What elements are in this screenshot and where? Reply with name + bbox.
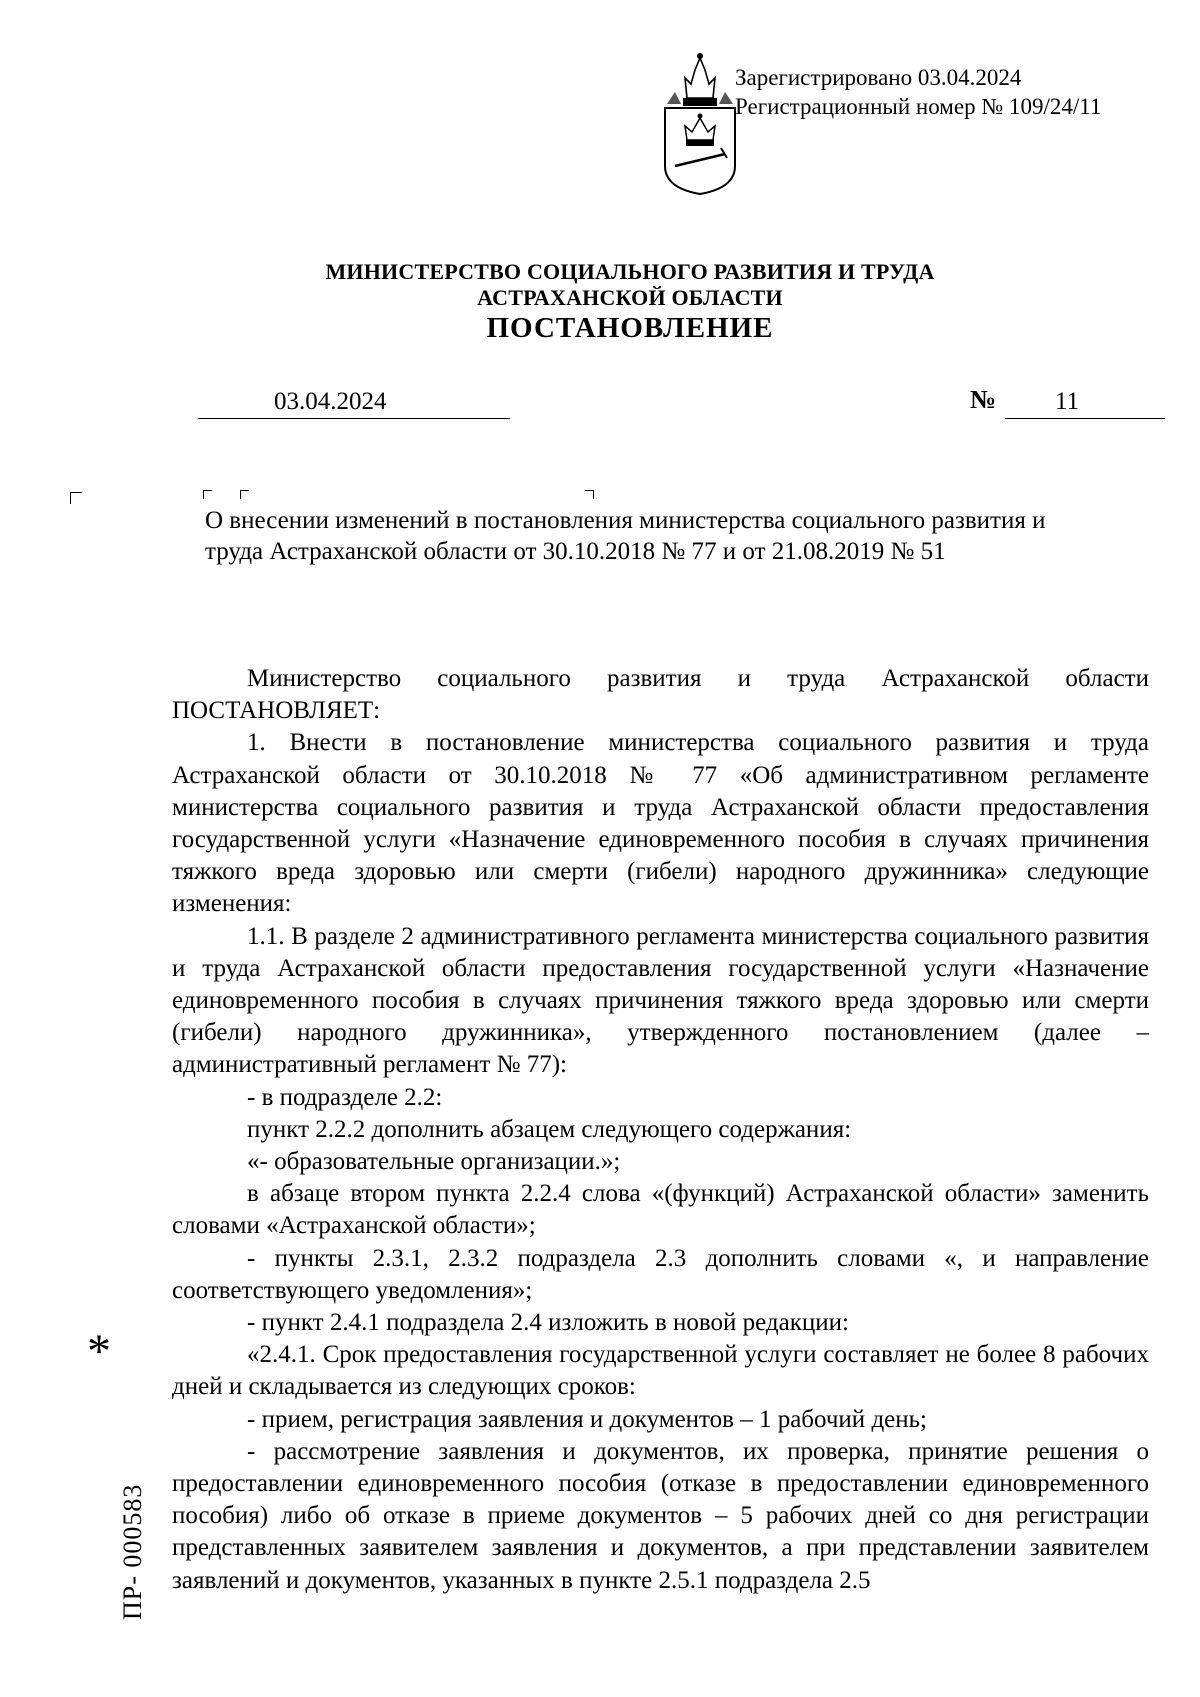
coat-of-arms-icon (655, 48, 745, 198)
number-sign: № (970, 385, 997, 414)
document-body (172, 663, 1149, 1597)
body-paragraph: в абзаце втором пункта 2.2.4 слова «(функций) Астраханской области» заменить словами «Астраханской области»; (172, 1180, 1149, 1240)
body-paragraph: 1. Внести в постановление министерства социального развития и труда Астраханской области от 30.10.2018 № 77 «Об административном регламенте министерства социального развития и труда Астраханской области предоставления государственной услуги «Назначение единовременного пособия в случаях причинения тяжкого вреда здоровью или смерти (гибели) народного дружинника» следующие изменения: (172, 729, 1149, 918)
body-paragraph: «2.4.1. Срок предоставления государственной услуги составляет не более 8 рабочих дней и складывается из следующих сроков: (172, 1341, 1149, 1401)
document-date-field (198, 388, 510, 419)
body-paragraph: пункт 2.2.2 дополнить абзацем следующего содержания: (247, 1115, 852, 1143)
body-paragraph: - пункт 2.4.1 подраздела 2.4 изложить в новой редакции: (247, 1309, 849, 1337)
document-number: 11 (1055, 388, 1080, 415)
document-number-field (1005, 388, 1165, 419)
document-title: О внесении изменений в постановления министерства социального развития и труда Астраханской области от 30.10.2018 № 77 и от 21.08.2019 № 51 (205, 507, 1046, 565)
ministry-name-line2: АСТРАХАНСКОЙ ОБЛАСТИ (477, 285, 783, 310)
margin-code: ПР- 000583 (118, 1483, 147, 1620)
ministry-name-line1: МИНИСТЕРСТВО СОЦИАЛЬНОГО РАЗВИТИЯ И ТРУДА (325, 259, 935, 284)
body-paragraph: 1.1. В разделе 2 административного регламента министерства социального развития и труда Астраханской области предоставления государственной услуги «Назначение единовременного пособия в случаях причинения тяжкого вреда здоровью или смерти (гибели) народного дружинника», утвержденного постановлением (далее – административный регламент № 77): (172, 922, 1149, 1079)
corner-mark (585, 490, 594, 499)
margin-star: * (87, 1325, 111, 1378)
body-paragraph: «- образовательные организации.»; (247, 1148, 621, 1176)
body-paragraph: - рассмотрение заявления и документов, их проверка, принятие решения о предоставлении единовременного пособия (отказе в предоставлении единовременного пособия) либо об отказе в приеме документов – 5 рабочих дней со дня регистрации представленных заявителем заявления и документов, а при представлении заявителем заявлений и документов, указанных в пункте 2.5.1 подраздела 2.5 (172, 1437, 1149, 1594)
body-paragraph: - пункты 2.3.1, 2.3.2 подраздела 2.3 дополнить словами «, и направление соответствующего уведомления»; (172, 1244, 1149, 1304)
corner-mark (203, 490, 212, 499)
body-paragraph: Министерство социального развития и труда Астраханской области ПОСТАНОВЛЯЕТ: (172, 665, 1149, 725)
document-date: 03.04.2024 (274, 388, 387, 415)
corner-mark (240, 490, 249, 499)
document-type: ПОСТАНОВЛЕНИЕ (486, 312, 774, 344)
body-paragraph: - прием, регистрация заявления и документов – 1 рабочий день; (247, 1405, 927, 1433)
registration-number: Регистрационный номер № 109/24/11 (735, 94, 1102, 119)
corner-mark (70, 492, 82, 504)
body-paragraph: - в подразделе 2.2: (247, 1083, 443, 1111)
registration-date: Зарегистрировано 03.04.2024 (735, 65, 1022, 90)
